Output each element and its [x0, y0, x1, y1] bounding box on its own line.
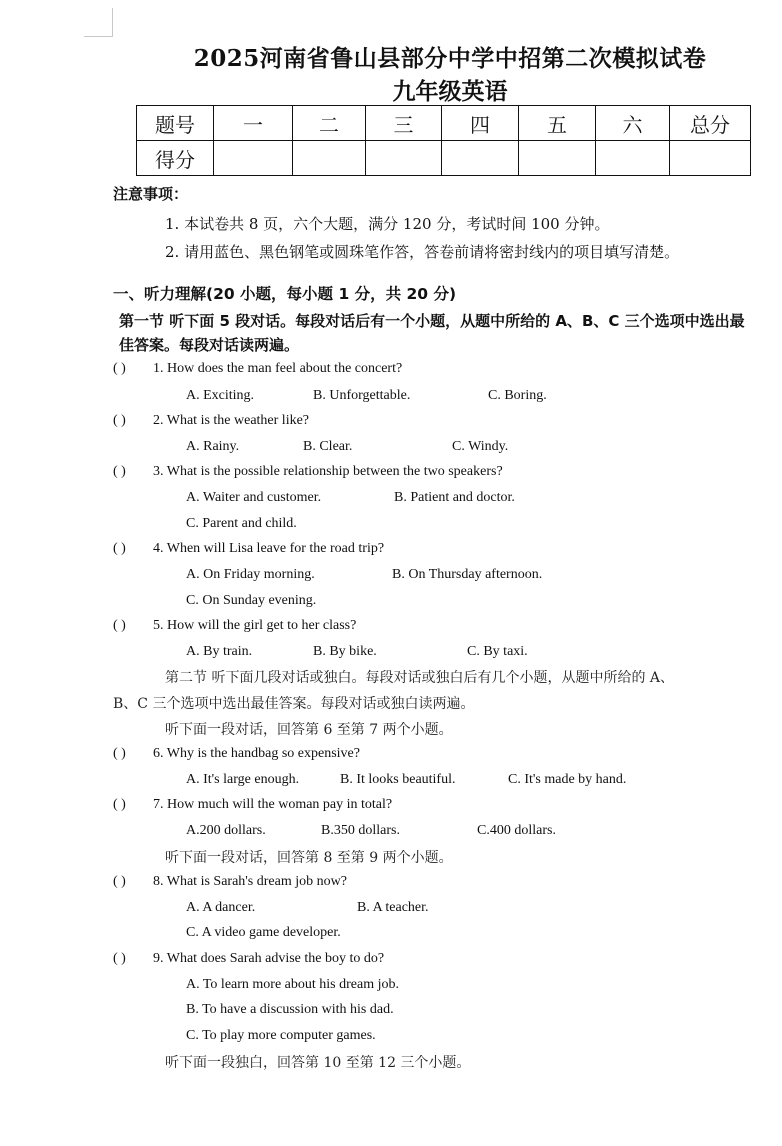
score-input-5 [519, 141, 596, 176]
score-cell-1: 一 [214, 106, 293, 141]
question-text: 6. Why is the handbag so expensive? [153, 746, 360, 761]
q5-option-a: A. By train. [186, 644, 253, 659]
q6-option-b: B. It looks beautiful. [340, 772, 456, 787]
question-text: 8. What is Sarah's dream job now? [153, 874, 347, 889]
q4-option-c: C. On Sunday evening. [186, 593, 317, 608]
q2-option-a: A. Rainy. [186, 439, 240, 454]
q6-option-c: C. It's made by hand. [508, 772, 627, 787]
q4-option-a: A. On Friday morning. [186, 567, 315, 582]
score-cell-label: 题号 [137, 106, 214, 141]
question-5 [113, 618, 356, 634]
notes-title: 注意事项： [113, 185, 189, 203]
q3-option-c: C. Parent and child. [186, 516, 297, 531]
answer-blank[interactable]: ( ) [113, 361, 126, 376]
score-cell-2: 二 [293, 106, 366, 141]
part-2-instruction-line1: 第二节 听下面几段对话或独白。每段对话或独白后有几个小题，从题中所给的 A、 [165, 670, 675, 686]
answer-blank[interactable]: ( ) [113, 746, 126, 761]
q4-option-b: B. On Thursday afternoon. [392, 567, 543, 582]
answer-blank[interactable]: ( ) [113, 541, 126, 556]
score-table [136, 105, 751, 176]
score-input-total [670, 141, 751, 176]
q9-option-b: B. To have a discussion with his dad. [186, 1002, 394, 1017]
question-text: 5. How will the girl get to her class? [153, 618, 357, 633]
page-corner-mark [84, 8, 113, 37]
exam-title: 2025河南省鲁山县部分中学中招第二次模拟试卷 [193, 45, 707, 72]
exam-subtitle: 九年级英语 [392, 78, 508, 105]
question-1 [113, 361, 402, 377]
question-9 [113, 951, 384, 967]
note-item-2: 2. 请用蓝色、黑色钢笔或圆珠笔作答，答卷前请将密封线内的项目填写清楚。 [165, 243, 680, 261]
answer-blank[interactable]: ( ) [113, 464, 126, 479]
answer-blank[interactable]: ( ) [113, 874, 126, 889]
q2-option-b: B. Clear. [303, 439, 353, 454]
q7-option-a: A.200 dollars. [186, 823, 266, 838]
q1-option-b: B. Unforgettable. [313, 388, 411, 403]
question-text: 7. How much will the woman pay in total? [153, 797, 393, 812]
score-input-4 [442, 141, 519, 176]
instruction-q6-7: 听下面一段对话，回答第 6 至第 7 两个小题。 [165, 722, 453, 738]
section-1-title: 一、听力理解(20 小题，每小题 1 分，共 20 分) [113, 285, 457, 303]
note-item-1: 1. 本试卷共 8 页，六个大题，满分 120 分，考试时间 100 分钟。 [165, 215, 610, 233]
question-text: 4. When will Lisa leave for the road trip? [153, 541, 385, 556]
score-input-1 [214, 141, 293, 176]
q3-option-a: A. Waiter and customer. [186, 490, 322, 505]
answer-blank[interactable]: ( ) [113, 951, 126, 966]
q5-option-c: C. By taxi. [467, 644, 528, 659]
score-input-2 [293, 141, 366, 176]
question-text: 2. What is the weather like? [153, 413, 310, 428]
score-row-label: 得分 [137, 141, 214, 176]
question-3 [113, 464, 503, 480]
q8-option-c: C. A video game developer. [186, 925, 341, 940]
q7-option-c: C.400 dollars. [477, 823, 556, 838]
score-cell-6: 六 [596, 106, 670, 141]
q3-option-b: B. Patient and doctor. [394, 490, 515, 505]
score-input-3 [366, 141, 442, 176]
question-7 [113, 797, 392, 813]
score-table-header-row [137, 106, 751, 141]
score-table-score-row [137, 141, 751, 176]
answer-blank[interactable]: ( ) [113, 618, 126, 633]
q8-option-a: A. A dancer. [186, 900, 256, 915]
q7-option-b: B.350 dollars. [321, 823, 400, 838]
question-4 [113, 541, 384, 557]
q6-option-a: A. It's large enough. [186, 772, 300, 787]
question-text: 1. How does the man feel about the concert? [153, 361, 403, 376]
q9-option-a: A. To learn more about his dream job. [186, 977, 399, 992]
score-input-6 [596, 141, 670, 176]
score-cell-3: 三 [366, 106, 442, 141]
instruction-q10-12: 听下面一段独白，回答第 10 至第 12 三个小题。 [165, 1055, 471, 1071]
question-6 [113, 746, 360, 762]
answer-blank[interactable]: ( ) [113, 797, 126, 812]
score-cell-5: 五 [519, 106, 596, 141]
score-cell-4: 四 [442, 106, 519, 141]
q5-option-b: B. By bike. [313, 644, 377, 659]
question-text: 3. What is the possible relationship between the two speakers? [153, 464, 503, 479]
answer-blank[interactable]: ( ) [113, 413, 126, 428]
part-2-instruction-line2: B、C 三个选项中选出最佳答案。每段对话或独白读两遍。 [113, 696, 475, 712]
part-1-instruction: 第一节 听下面 5 段对话。每段对话后有一个小题，从题中所给的 A、B、C 三个选项中选出最佳答案。每段对话读两遍。 [119, 312, 745, 354]
q8-option-b: B. A teacher. [357, 900, 429, 915]
question-text: 9. What does Sarah advise the boy to do? [153, 951, 385, 966]
q2-option-c: C. Windy. [452, 439, 509, 454]
instruction-q8-9: 听下面一段对话，回答第 8 至第 9 两个小题。 [165, 850, 453, 866]
q1-option-c: C. Boring. [488, 388, 547, 403]
score-cell-total: 总分 [670, 106, 751, 141]
question-2 [113, 413, 309, 429]
q9-option-c: C. To play more computer games. [186, 1028, 376, 1043]
q1-option-a: A. Exciting. [186, 388, 255, 403]
question-8 [113, 874, 347, 890]
